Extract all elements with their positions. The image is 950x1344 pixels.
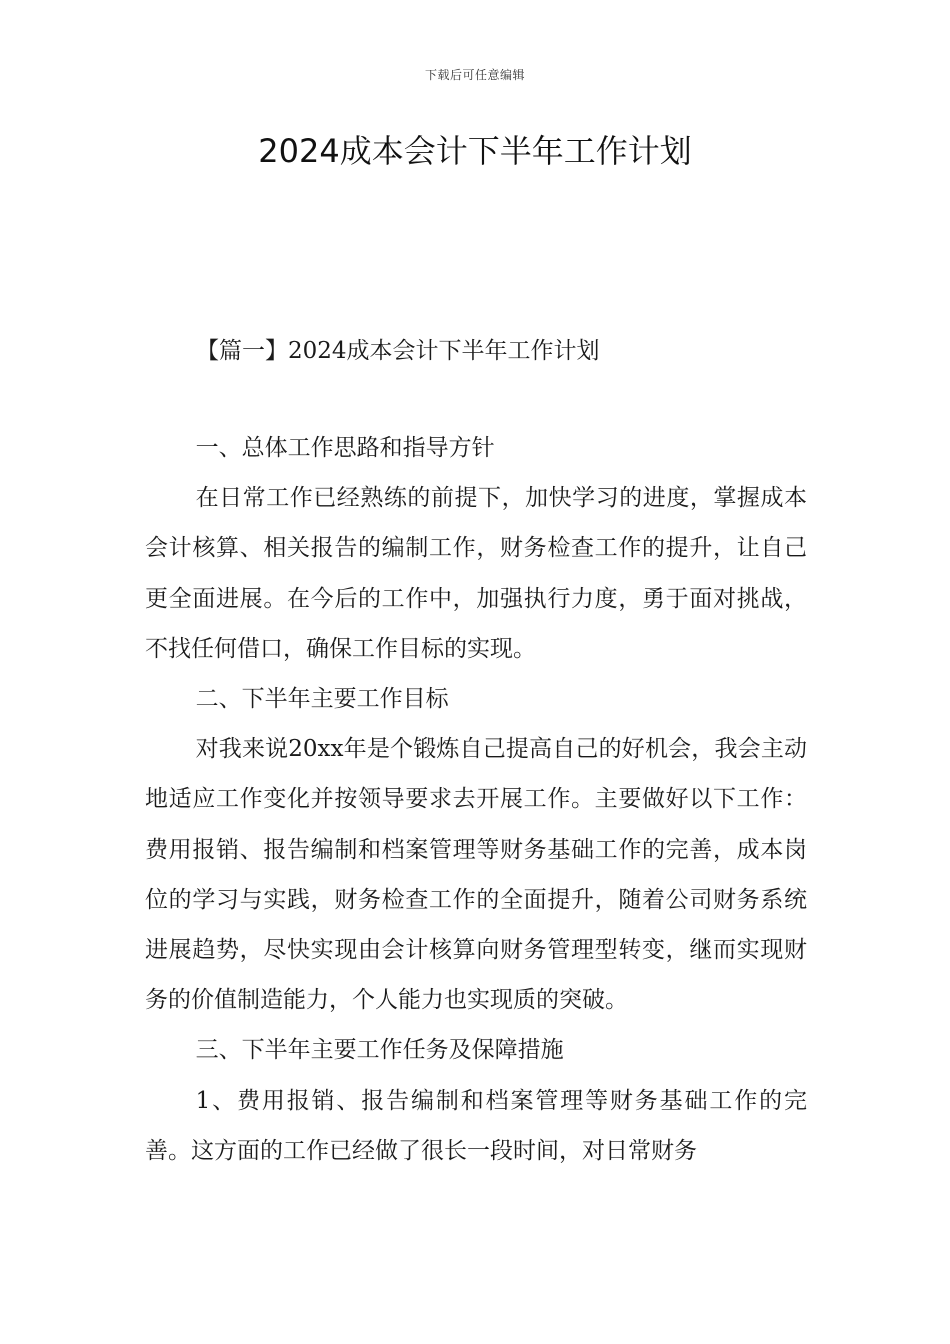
paragraph-general-approach: 在日常工作已经熟练的前提下，加快学习的进度，掌握成本会计核算、相关报告的编制工作，财务检查工作的提升，让自己更全面进展。在今后的工作中，加强执行力度，勇于面对挑战，不找任何借口，确保工作目标的实现。 [145, 485, 807, 662]
heading-main-tasks: 三、下半年主要工作任务及保障措施 [195, 1037, 564, 1064]
heading-general-approach: 一、总体工作思路和指导方针 [195, 435, 495, 461]
paragraph-main-tasks: 1、费用报销、报告编制和档案管理等财务基础工作的完善。这方面的工作已经做了很长一段时间，对日常财务 [145, 1087, 807, 1164]
header-note: 下载后可任意编辑 [424, 68, 525, 82]
document-body [145, 423, 807, 1176]
heading-main-goals: 二、下半年主要工作目标 [195, 686, 449, 713]
document-title: 2024成本会计下半年工作计划 [258, 132, 692, 170]
section-heading: 【篇一】2024成本会计下半年工作计划 [196, 338, 600, 364]
paragraph-main-goals: 对我来说20xx年是个锻炼自己提高自己的好机会，我会主动地适应工作变化并按领导要求去开展工作。主要做好以下工作：费用报销、报告编制和档案管理等财务基础工作的完善，成本岗位的学习与实践，财务检查工作的全面提升，随着公司财务系统进展趋势，尽快实现由会计核算向财务管理型转变，继而实现财务的价值制造能力，个人能力也实现质的突破。 [145, 736, 807, 1014]
